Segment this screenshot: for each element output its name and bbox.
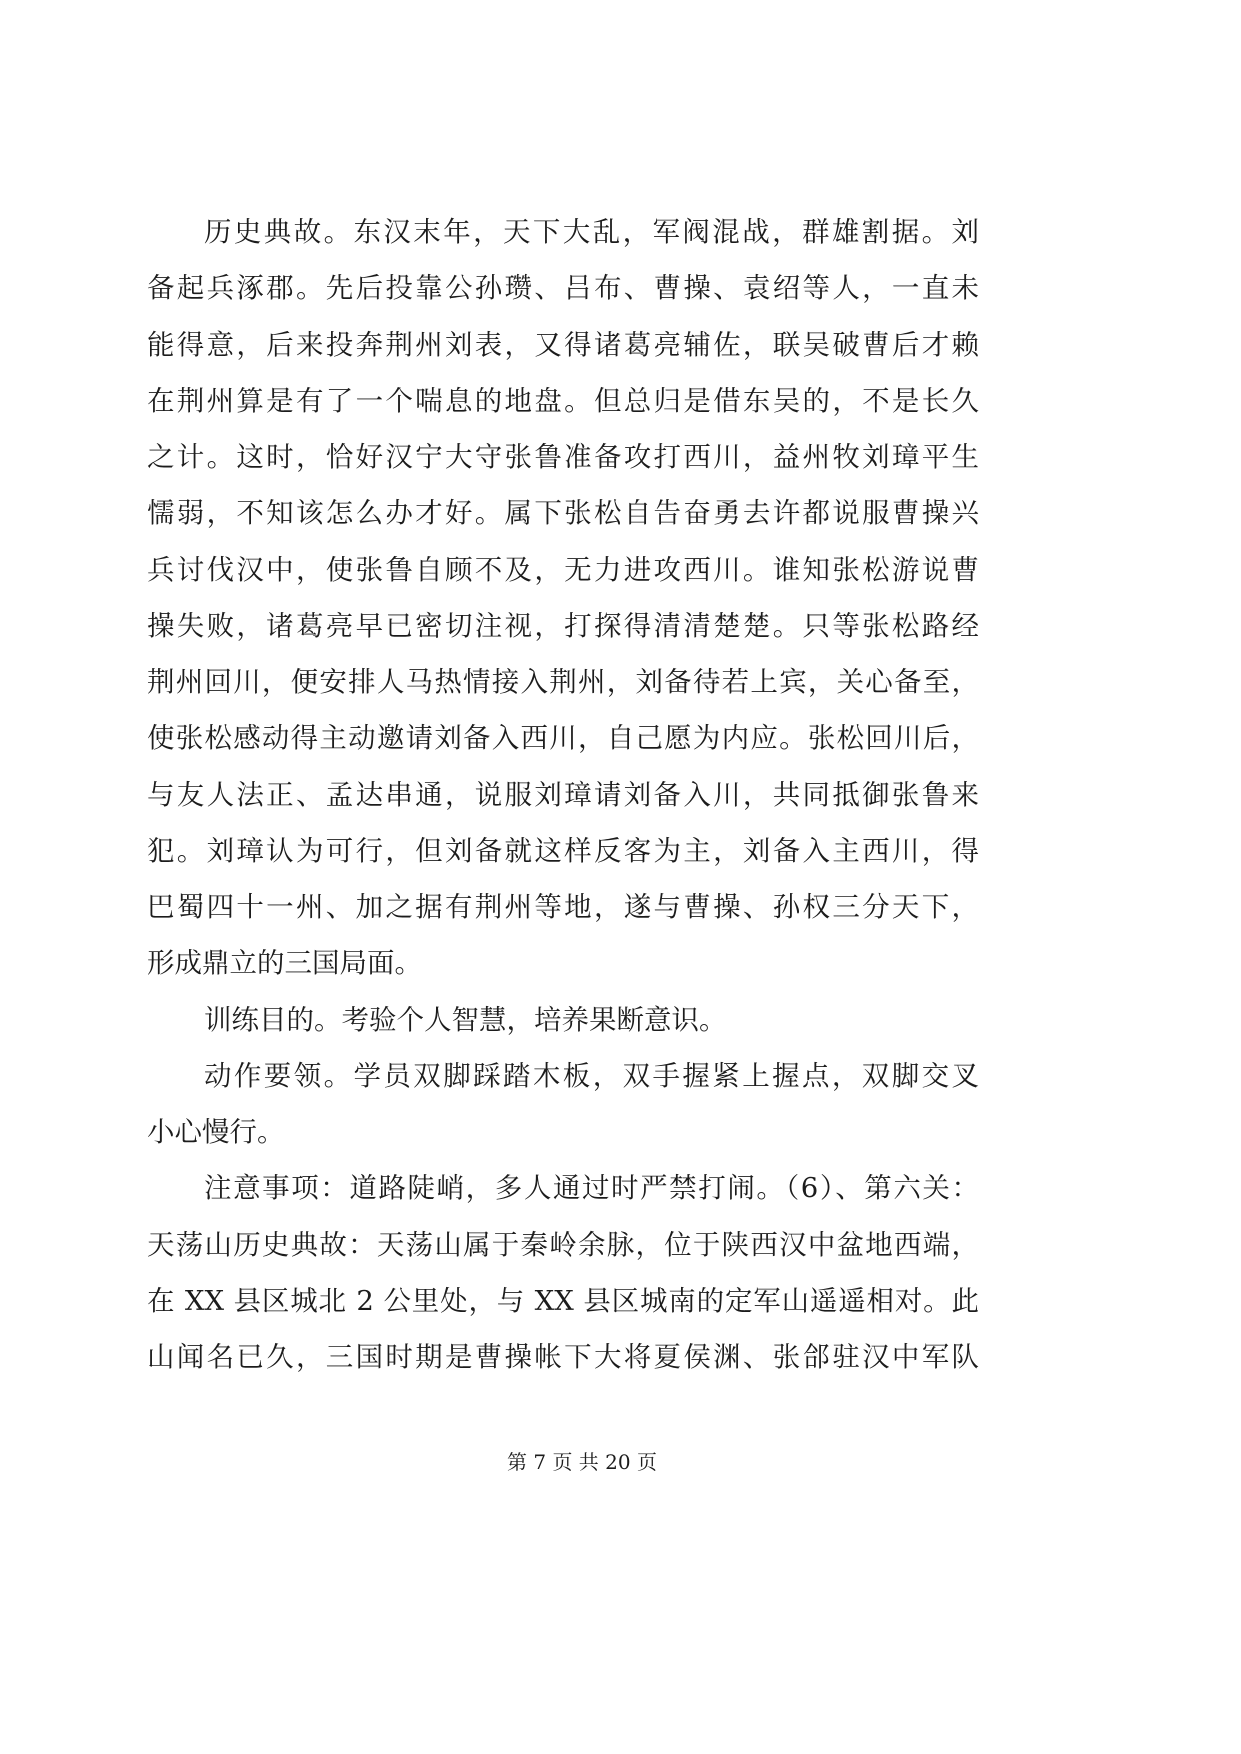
text-line: 在荆州算是有了一个喘息的地盘。但总归是借东吴的，不是长久	[147, 384, 979, 417]
text-line: 使张松感动得主动邀请刘备入西川，自己愿为内应。张松回川后，	[147, 722, 979, 755]
text-line: 训练目的。考验个人智慧，培养果断意识。	[204, 1003, 727, 1036]
text-line: 犯。刘璋认为可行，但刘备就这样反客为主，刘备入主西川，得	[147, 834, 979, 867]
text-line: 之计。这时，恰好汉宁大守张鲁准备攻打西川，益州牧刘璋平生	[147, 441, 979, 473]
text-line: 兵讨伐汉中，使张鲁自顾不及，无力进攻西川。谁知张松游说曹	[147, 553, 979, 586]
text-line: 天荡山历史典故：天荡山属于秦岭余脉，位于陕西汉中盆地西端，	[147, 1228, 979, 1261]
text-line: 备起兵涿郡。先后投靠公孙瓒、吕布、曹操、袁绍等人，一直未	[147, 272, 979, 305]
text-line: 能得意，后来投奔荆州刘表，又得诸葛亮辅佐，联吴破曹后才赖	[147, 328, 979, 361]
paragraph-precautions	[147, 1160, 979, 1385]
text-line: 形成鼎立的三国局面。	[147, 947, 422, 980]
paragraph-training-goal	[147, 992, 979, 1048]
text-line: 注意事项：道路陡峭，多人通过时严禁打闹。（6）、第六关：	[204, 1172, 979, 1205]
text-line: 与友人法正、孟达串通，说服刘璋请刘备入川，共同抵御张鲁来	[147, 778, 979, 811]
paragraph-history	[147, 204, 979, 992]
text-line: 操失败，诸葛亮早已密切注视，打探得清清楚楚。只等张松路经	[147, 609, 979, 642]
text-line: 动作要领。学员双脚踩踏木板，双手握紧上握点，双脚交叉	[204, 1059, 979, 1092]
paragraph-action-essentials	[147, 1048, 979, 1161]
text-line: 山闻名已久，三国时期是曹操帐下大将夏侯渊、张郃驻汉中军队	[147, 1341, 979, 1373]
document-body	[147, 204, 979, 1385]
text-line: 荆州回川，便安排人马热情接入荆州，刘备待若上宾，关心备至，	[147, 666, 979, 698]
text-line: 小心慢行。	[147, 1116, 285, 1148]
text-line: 在 XX 县区城北 2 公里处，与 XX 县区城南的定军山遥遥相对。此	[147, 1284, 979, 1317]
page-footer: 第 7 页 共 20 页	[507, 1450, 657, 1474]
text-line: 懦弱，不知该怎么办才好。属下张松自告奋勇去许都说服曹操兴	[147, 497, 979, 530]
text-line: 历史典故。东汉末年，天下大乱，军阀混战，群雄割据。刘	[204, 216, 979, 248]
text-line: 巴蜀四十一州、加之据有荆州等地，遂与曹操、孙权三分天下，	[147, 891, 979, 923]
